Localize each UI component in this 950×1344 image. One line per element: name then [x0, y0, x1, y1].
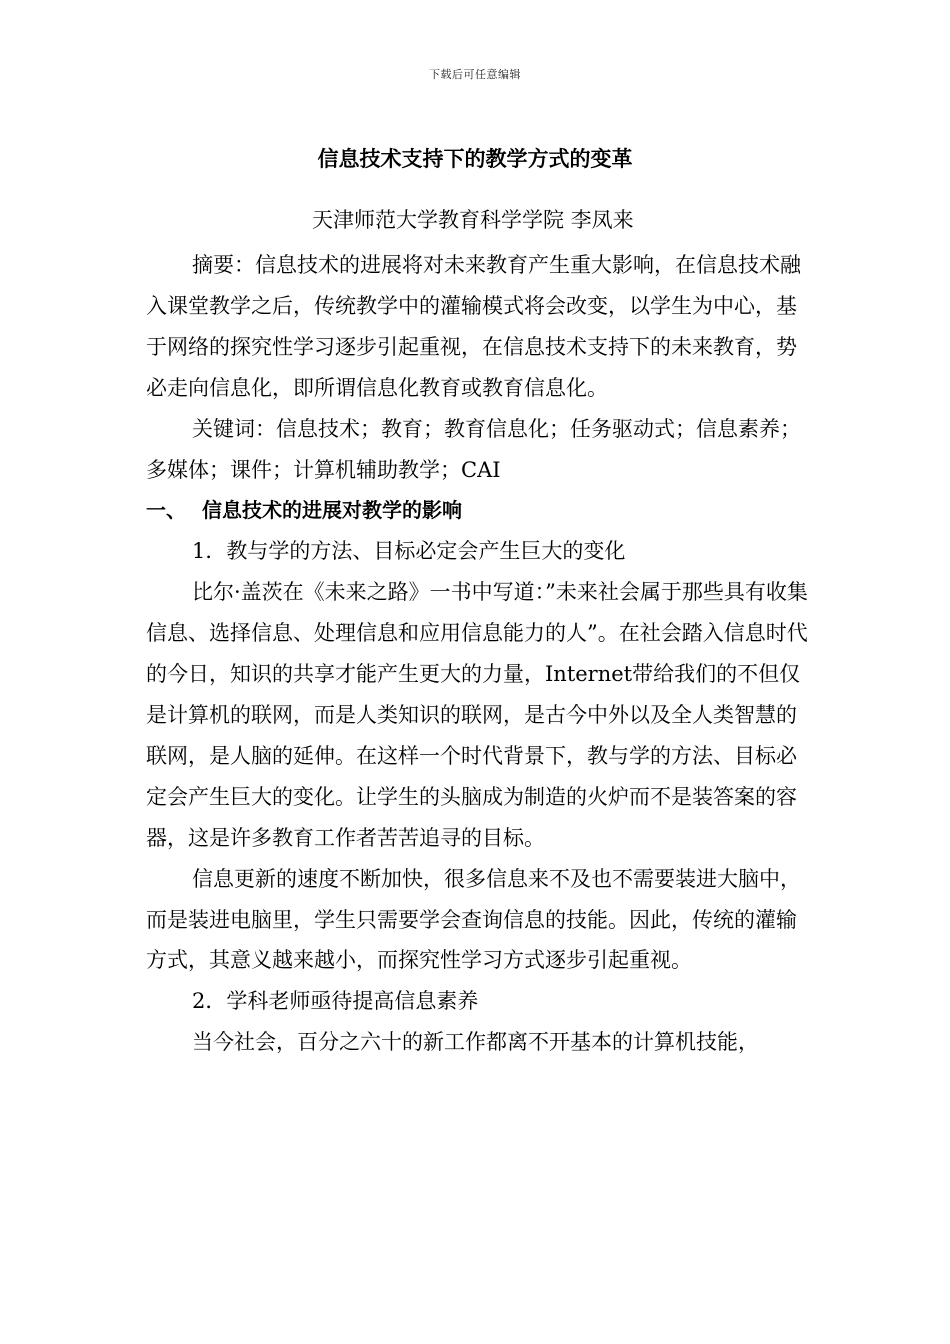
section-heading: [146, 490, 814, 531]
document-title: 信息技术支持下的教学方式的变革: [317, 147, 633, 171]
body-paragraph-1: 比尔·盖茨在《未来之路》一书中写道：”未来社会属于那些具有收集信息、选择信息、处理信息和应用信息能力的人”。在社会踏入信息时代的今日，知识的共享才能产生更大的力量，Internet带给我们的不但仅是计算机的联网，而是人类知识的联网，是古今中外以及全人类智慧的联网，是人脑的延伸。在这样一个时代背景下，教与学的方法、目标必定会产生巨大的变化。让学生的头脑成为制造的火炉而不是装答案的容器，这是许多教育工作者苦苦追寻的目标。: [146, 580, 808, 850]
document-body: [146, 245, 814, 1063]
keywords-paragraph: 关键词：信息技术；教育；教育信息化；任务驱动式；信息素养；多媒体；课件；计算机辅助教学；CAI: [146, 416, 801, 482]
header-note: 下载后可任意编辑: [429, 68, 521, 81]
body-paragraph-3: 当今社会，百分之六十的新工作都离不开基本的计算机技能，: [192, 1030, 759, 1055]
subheading-2: 2．学科老师亟待提高信息素养: [192, 989, 479, 1014]
author-line: 天津师范大学教育科学学院 李凤来: [312, 208, 634, 232]
section-number: 一、: [146, 498, 186, 523]
subheading-1: 1．教与学的方法、目标必定会产生巨大的变化: [192, 539, 626, 564]
section-heading-text: 信息技术的进展对教学的影响: [202, 498, 462, 523]
abstract-paragraph: 摘要：信息技术的进展将对未来教育产生重大影响，在信息技术融入课堂教学之后，传统教学中的灌输模式将会改变，以学生为中心，基于网络的探究性学习逐步引起重视，在信息技术支持下的未来教育，势必走向信息化，即所谓信息化教育或教育信息化。: [146, 253, 801, 400]
body-paragraph-2: 信息更新的速度不断加快，很多信息来不及也不需要装进大脑中，而是装进电脑里，学生只需要学会查询信息的技能。因此，传统的灌输方式，其意义越来越小，而探究性学习方式逐步引起重视。: [146, 866, 801, 973]
